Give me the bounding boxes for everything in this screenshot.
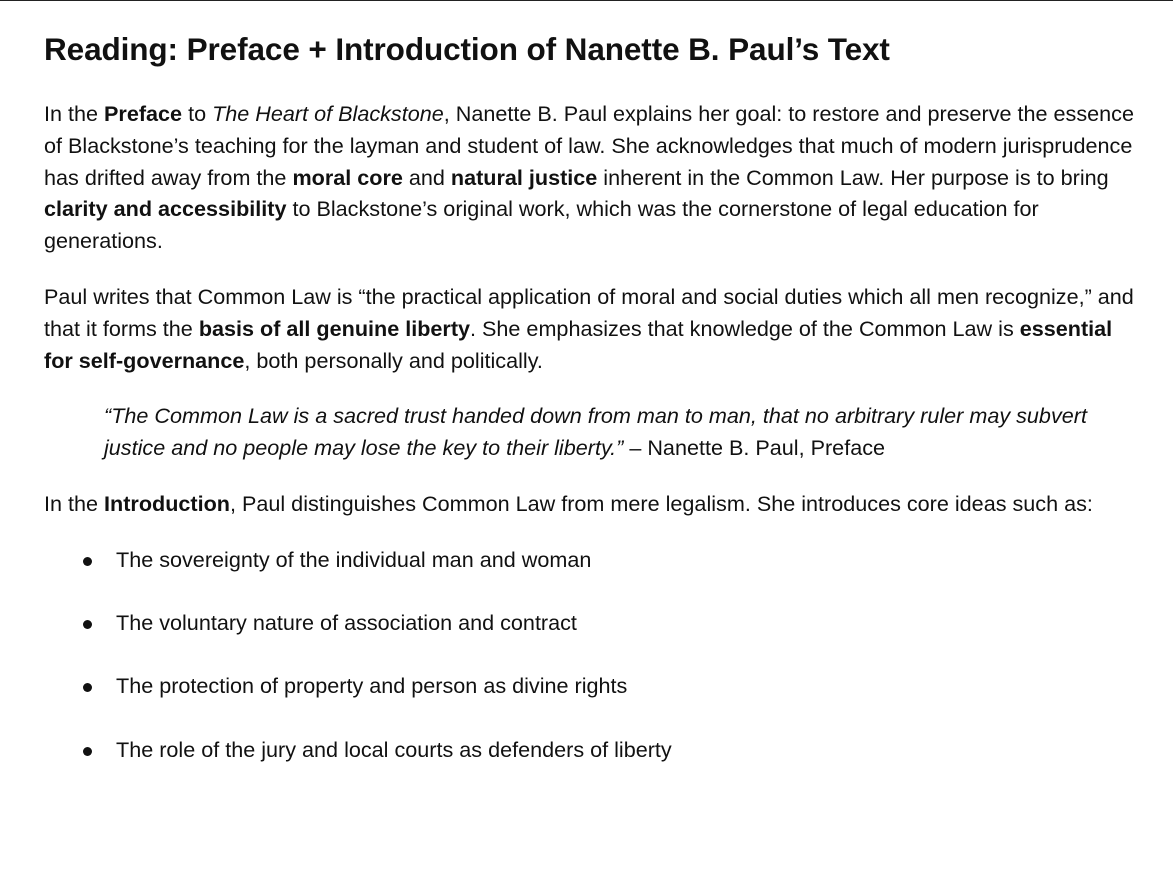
preface-paragraph [44,98,1134,257]
quote-attribution: – Nanette B. Paul, Preface [623,435,886,461]
text-run: In the [44,490,105,516]
text-run: to [182,101,213,126]
list-item-text: The role of the jury and local courts as defenders of liberty [116,736,672,762]
text-run: . She emphasizes that knowledge of the Common Law is [470,315,1020,341]
quote-text: “The Common Law is a sacred trust handed down from man to man, that no arbitrary ruler may subvert justice and no people may lose the key to their liberty.” [104,403,1087,461]
text-run: Paul writes that Common Law is “the practical application of moral and social duties which all men recognize,” and that it forms the [44,283,1134,341]
text-run: and [402,164,451,190]
list-item-text: The sovereignty of the individual man and woman [116,546,592,572]
page-title: Reading: Preface + Introduction of Nanette B. Paul’s Text [44,31,890,67]
bold-introduction: Introduction [104,490,230,516]
list-item [44,607,1134,639]
bullet-icon [83,620,92,629]
common-law-paragraph [44,281,1134,376]
text-run: , Nanette B. Paul explains her goal: to restore and preserve the essence of Blackstone’s teaching for the layman and student of law. She acknowledges that much of modern jurisprudence has drifted away from the [44,101,1134,190]
bullet-icon [83,557,92,566]
bold-natural-justice: natural justice [450,164,598,190]
introduction-paragraph [44,488,1134,520]
core-ideas-list [44,544,1134,766]
list-item [44,544,1134,576]
bullet-icon [83,683,92,692]
bold-self-governance: essential for self-governance [44,315,1113,373]
text-run: inherent in the Common Law. Her purpose is to bring [597,164,1109,190]
top-border [0,0,1173,1]
list-item [44,670,1134,702]
text-run: In the [44,101,105,126]
list-item-text: The voluntary nature of association and contract [116,610,577,636]
text-run: , both personally and politically. [244,347,543,373]
block-quote [104,400,1094,464]
bold-preface: Preface [104,101,183,126]
list-item [44,734,1134,766]
bold-moral-core: moral core [292,164,403,190]
list-item-text: The protection of property and person as divine rights [116,673,628,699]
text-run: , Paul distinguishes Common Law from mere legalism. She introduces core ideas such as: [229,490,1093,516]
bold-basis-liberty: basis of all genuine liberty [198,315,471,341]
document-body [44,26,1134,797]
bold-clarity: clarity and accessibility [44,196,287,222]
book-title: The Heart of Blackstone [212,101,444,126]
bullet-icon [83,747,92,756]
text-run: to Blackstone’s original work, which was the cornerstone of legal education for generations. [44,196,1039,254]
